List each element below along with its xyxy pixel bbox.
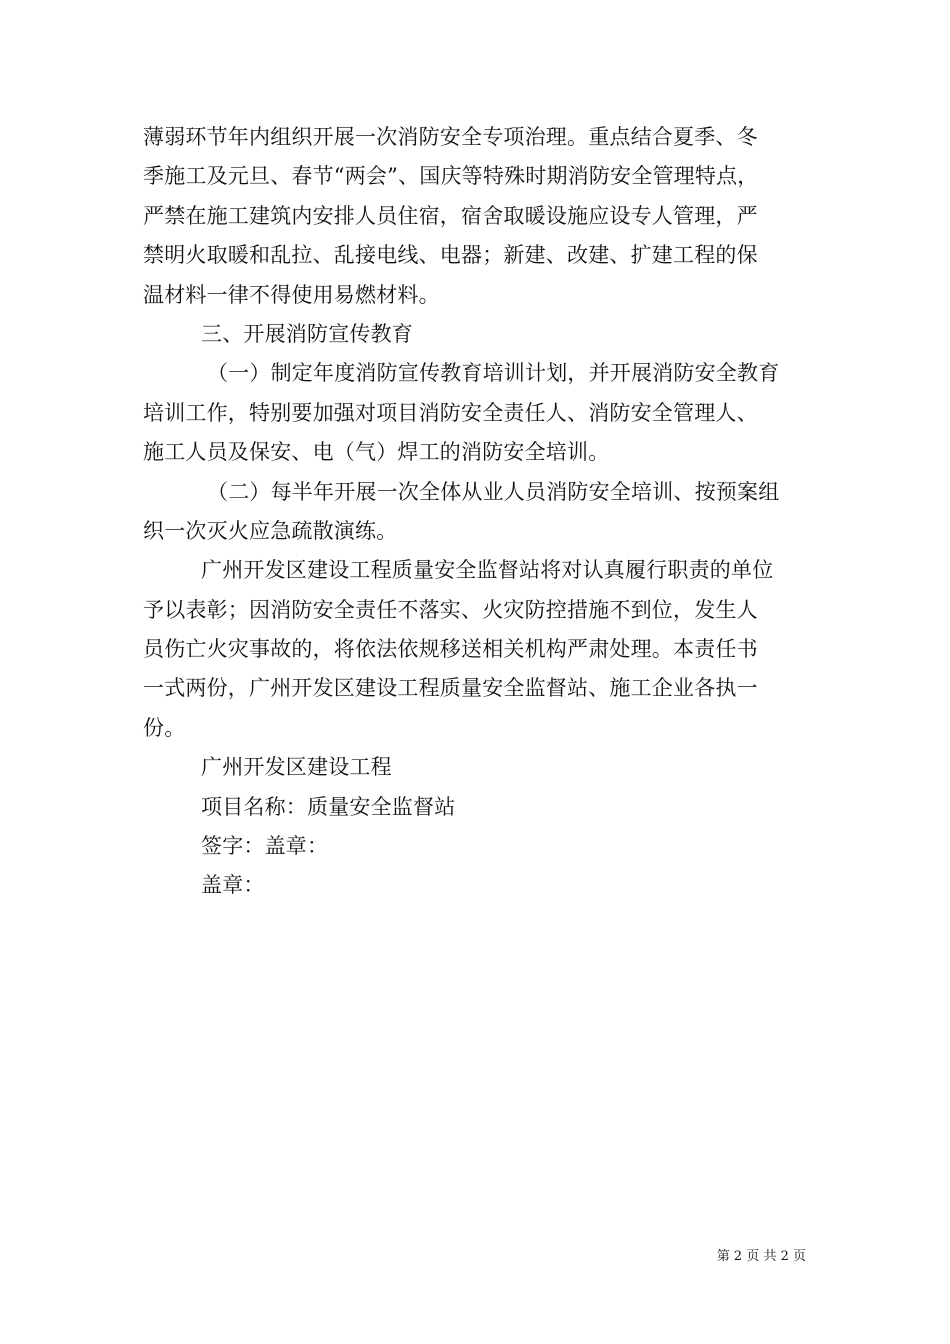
paragraph-line: 培训工作，特别要加强对项目消防安全责任人、消防安全管理人、 <box>143 400 758 425</box>
paragraph-line: 广州开发区建设工程质量安全监督站将对认真履行职责的单位 <box>201 558 774 583</box>
paragraph-line: 予以表彰；因消防安全责任不落实、火灾防控措施不到位，发生人 <box>143 597 758 622</box>
paragraph-line: 施工人员及保安、电（气）焊工的消防安全培训。 <box>143 440 610 465</box>
document-body <box>143 118 811 906</box>
signature-sign-line: 签字：盖章： <box>201 834 329 859</box>
page-number: 第 2 页 共 2 页 <box>716 1249 806 1264</box>
paragraph-line: 温材料一律不得使用易燃材料。 <box>143 282 440 307</box>
paragraph-line: 严禁在施工建筑内安排人员住宿，宿舍取暖设施应设专人管理，严 <box>143 203 758 228</box>
paragraph-line: 季施工及元旦、春节“两会”、国庆等特殊时期消防安全管理特点， <box>143 164 759 189</box>
paragraph-line: 禁明火取暖和乱拉、乱接电线、电器；新建、改建、扩建工程的保 <box>143 243 758 268</box>
paragraph-line: 薄弱环节年内组织开展一次消防安全专项治理。重点结合夏季、冬 <box>143 125 758 149</box>
paragraph-line: 织一次灭火应急疏散演练。 <box>143 518 398 543</box>
section-heading: 三、开展消防宣传教育 <box>201 321 413 346</box>
paragraph-line: 一式两份，广州开发区建设工程质量安全监督站、施工企业各执一 <box>143 676 758 701</box>
paragraph-line: （一）制定年度消防宣传教育培训计划，并开展消防安全教育 <box>207 361 780 386</box>
paragraph-line: 员伤亡火灾事故的，将依法依规移送相关机构严肃处理。本责任书 <box>143 637 758 662</box>
signature-project-line: 项目名称：质量安全监督站 <box>201 794 456 819</box>
paragraph-line: （二）每半年开展一次全体从业人员消防安全培训、按预案组 <box>207 479 780 504</box>
signature-seal-line: 盖章： <box>201 873 265 898</box>
signature-org-line: 广州开发区建设工程 <box>201 755 392 780</box>
paragraph-line: 份。 <box>143 715 186 740</box>
